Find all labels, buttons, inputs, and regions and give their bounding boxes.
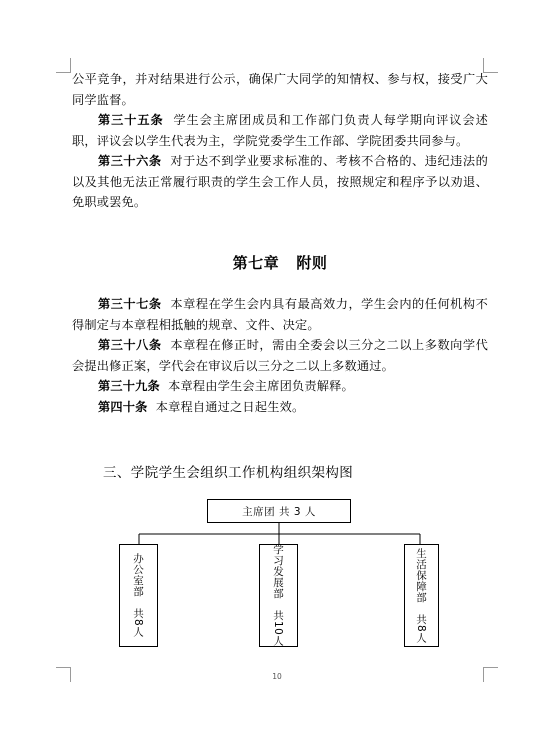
page-number: 10 <box>272 672 282 681</box>
org-node-study <box>259 544 298 647</box>
org-node-office <box>119 544 158 647</box>
article-text: 本章程在学生会内具有最高效力，学生会内的任何机构不得制定与本章程相抵触的规章、文件、决定。 <box>72 297 489 332</box>
article-text: 对于达不到学业要求标准的、考核不合格的、违纪违法的以及其他无法正常履行职责的学生会工作人员，按照规定和程序予以劝退、免职或罢免。 <box>72 154 489 209</box>
chapter-title: 第七章 附则 <box>232 254 328 272</box>
dept-count: 共10人 <box>272 610 284 647</box>
section-title: 三、学院学生会组织工作机构组织架构图 <box>103 465 354 481</box>
article-label: 第三十六条 <box>98 154 162 168</box>
org-node-label: 主席团 共 3 人 <box>242 505 316 518</box>
article-label: 第四十条 <box>98 399 148 414</box>
article-text: 本章程在修正时，需由全委会以三分之二以上多数向学代会提出修正案，学代会在审议后以三分之二以上多数通过。 <box>72 338 489 373</box>
org-node-label <box>131 553 146 637</box>
dept-count: 共8人 <box>132 608 144 638</box>
org-node-label <box>414 548 429 643</box>
article-text: 本章程自通过之日起生效。 <box>155 399 305 414</box>
org-node-label <box>271 544 286 646</box>
article-text: 学生会主席团成员和工作部门负责人每学期向评议会述职，评议会以学生代表为主，学院党委学生工作部、学院团委共同参与。 <box>72 113 488 148</box>
article-text: 本章程由学生会主席团负责解释。 <box>168 379 354 393</box>
dept-name: 生活保障部 <box>415 547 427 603</box>
article-label: 第三十八条 <box>98 338 162 352</box>
paragraph-text: 公平竞争，并对结果进行公示，确保广大同学的知情权、参与权，接受广大同学监督。 <box>72 72 488 107</box>
article-label: 第三十七条 <box>98 297 162 311</box>
article-label: 第三十五条 <box>98 113 164 127</box>
dept-name: 学习发展部 <box>272 544 284 600</box>
org-node-presidium <box>207 499 351 523</box>
org-node-life <box>404 544 439 647</box>
dept-name: 办公室部 <box>132 553 144 598</box>
article-label: 第三十九条 <box>98 379 160 393</box>
dept-count: 共8人 <box>415 613 427 644</box>
